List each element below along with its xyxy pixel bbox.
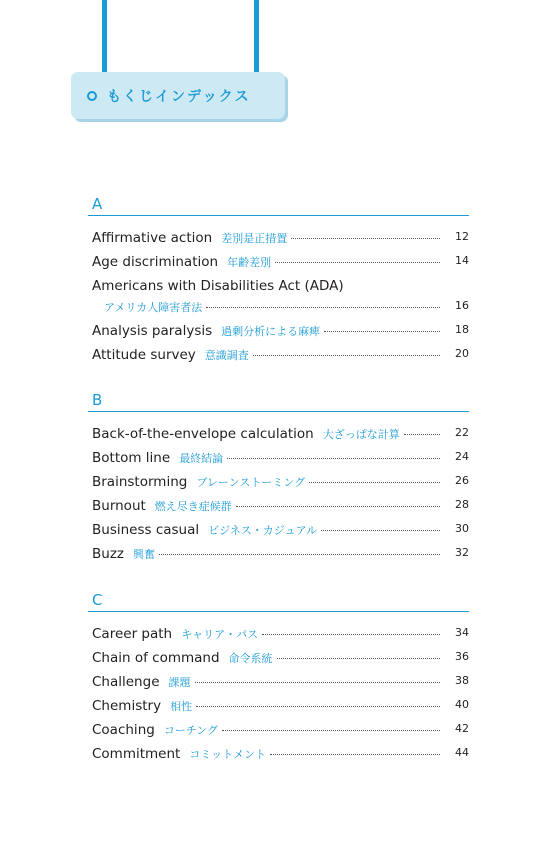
entry-page: 38 xyxy=(455,674,469,687)
entry-page: 22 xyxy=(455,426,469,439)
entry-page: 34 xyxy=(455,626,469,639)
entry-english: Age discrimination xyxy=(92,254,219,270)
entry-english: Commitment xyxy=(92,746,181,762)
leader-dots xyxy=(227,458,440,459)
entry-page: 42 xyxy=(455,722,469,735)
index-entry[interactable] xyxy=(92,254,469,270)
section-letter: A xyxy=(88,194,469,216)
leader-dots xyxy=(253,355,440,356)
entry-english: Career path xyxy=(92,626,173,642)
leader-dots xyxy=(262,634,440,635)
entry-english: Challenge xyxy=(92,674,160,690)
entry-english: Bottom line xyxy=(92,450,171,466)
entry-english: Coaching xyxy=(92,722,155,738)
section-letter: C xyxy=(88,590,469,612)
entry-english: Attitude survey xyxy=(92,347,196,363)
entry-page: 28 xyxy=(455,498,469,511)
index-entry-subline[interactable] xyxy=(92,299,469,315)
entry-japanese: 過剰分析による麻痺 xyxy=(221,325,321,338)
entry-japanese: キャリア・パス xyxy=(181,628,259,641)
entry-japanese: 意識調査 xyxy=(204,349,249,362)
leader-dots xyxy=(275,262,440,263)
entry-page: 32 xyxy=(455,546,469,559)
index-entry[interactable] xyxy=(92,522,469,538)
entry-japanese: 年齢差別 xyxy=(227,256,272,269)
index-entry[interactable] xyxy=(92,626,469,642)
entry-japanese: コミットメント xyxy=(189,748,267,761)
index-entry[interactable] xyxy=(92,498,469,514)
entry-japanese: コーチング xyxy=(163,724,219,737)
index-entry[interactable] xyxy=(92,698,469,714)
leader-dots xyxy=(236,506,440,507)
leader-dots xyxy=(159,554,440,555)
index-entry[interactable] xyxy=(92,426,469,442)
entry-japanese: 相性 xyxy=(170,700,193,713)
entry-english: Analysis paralysis xyxy=(92,323,213,339)
entry-japanese: ビジネス・カジュアル xyxy=(208,524,318,537)
entry-page: 16 xyxy=(455,299,469,312)
entry-english: Affirmative action xyxy=(92,230,213,246)
entry-page: 30 xyxy=(455,522,469,535)
index-entry[interactable] xyxy=(92,323,469,339)
entry-page: 26 xyxy=(455,474,469,487)
entry-page: 18 xyxy=(455,323,469,336)
entry-page: 40 xyxy=(455,698,469,711)
entry-english: Back-of-the-envelope calculation xyxy=(92,426,314,442)
entry-english: Chain of command xyxy=(92,650,220,666)
hanger-left xyxy=(102,0,107,74)
hanger-right xyxy=(254,0,259,74)
index-entry[interactable] xyxy=(92,650,469,666)
section-letter: B xyxy=(88,390,469,412)
entry-japanese: ブレーンストーミング xyxy=(196,476,306,489)
index-entry[interactable] xyxy=(92,474,469,490)
section-c xyxy=(88,590,469,762)
entry-english: Brainstorming xyxy=(92,474,188,490)
entry-japanese: 燃え尽き症候群 xyxy=(154,500,232,513)
leader-dots xyxy=(206,307,440,308)
leader-dots xyxy=(291,238,440,239)
entry-japanese: 興奮 xyxy=(133,548,155,561)
leader-dots xyxy=(195,682,441,683)
entry-page: 12 xyxy=(455,230,469,243)
index-entry-title-line[interactable] xyxy=(92,278,443,294)
entry-page: 36 xyxy=(455,650,469,663)
page-title: もくじインデックス xyxy=(107,88,251,105)
index-entry[interactable] xyxy=(92,450,469,466)
entry-japanese: アメリカ人障害者法 xyxy=(104,301,203,314)
entry-english: Chemistry xyxy=(92,698,162,714)
leader-dots xyxy=(404,434,440,435)
entry-english: Buzz xyxy=(92,546,124,562)
circle-icon xyxy=(87,91,97,101)
entry-japanese: 命令系統 xyxy=(228,652,273,665)
entry-english: Americans with Disabilities Act (ADA) xyxy=(92,278,344,294)
index-entry[interactable] xyxy=(92,674,469,690)
leader-dots xyxy=(196,706,440,707)
leader-dots xyxy=(277,658,440,659)
entry-japanese: 最終結論 xyxy=(179,452,224,465)
entry-japanese: 大ざっぱな計算 xyxy=(322,428,400,441)
leader-dots xyxy=(222,730,440,731)
entry-page: 24 xyxy=(455,450,469,463)
entry-english: Burnout xyxy=(92,498,146,514)
entry-japanese: 差別是正措置 xyxy=(221,232,288,245)
index-title-tab xyxy=(71,72,285,119)
leader-dots xyxy=(270,754,440,755)
index-entry[interactable] xyxy=(92,347,469,363)
entry-page: 44 xyxy=(455,746,469,759)
leader-dots xyxy=(321,530,440,531)
index-entry[interactable] xyxy=(92,746,469,762)
entry-japanese: 課題 xyxy=(168,676,191,689)
index-entry[interactable] xyxy=(92,722,469,738)
leader-dots xyxy=(309,482,440,483)
entry-english: Business casual xyxy=(92,522,200,538)
entry-page: 20 xyxy=(455,347,469,360)
leader-dots xyxy=(324,331,440,332)
index-entry[interactable] xyxy=(92,546,469,562)
section-a xyxy=(88,194,469,363)
section-b xyxy=(88,390,469,562)
entry-page: 14 xyxy=(455,254,469,267)
index-entry[interactable] xyxy=(92,230,469,246)
